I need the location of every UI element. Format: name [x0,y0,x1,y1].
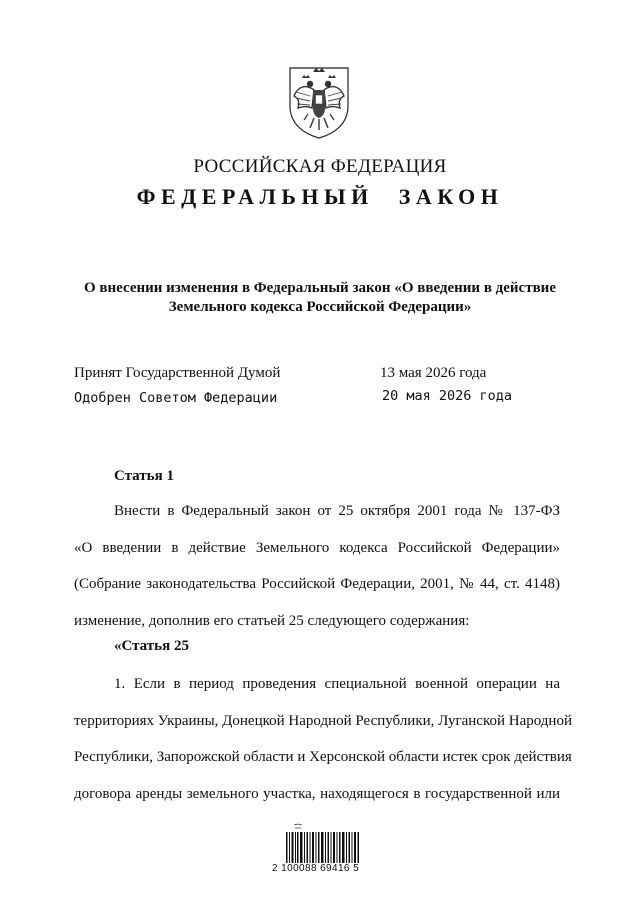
article-1-body [74,493,560,639]
text-line: Республики, Запорожской области и Херсонской области истек срок действия [74,749,572,765]
text-line: изменение, дополнив его статьей 25 следующего содержания: [74,612,470,629]
article-1-heading: Статья 1 [114,468,174,484]
state-name: РОССИЙСКАЯ ФЕДЕРАЦИЯ [193,156,447,177]
law-title [60,279,580,317]
text-line: территориях Украины, Донецкой Народной Республики, Луганской Народной [74,712,572,729]
text-line: договора аренды земельного участка, находящегося в государственной или [74,785,560,802]
article-25-heading: «Статья 25 [114,638,189,654]
council-label: Одобрен Советом Федерации [74,390,278,406]
barcode-icon [286,823,360,863]
law-type: ФЕДЕРАЛЬНЫЙ ЗАКОН [136,184,504,209]
text-line: (Собрание законодательства Российской Федерации, 2001, № 44, ст. 4148) [74,576,560,592]
barcode-number: 2 100088 69416 5 [272,863,360,874]
text-line: Внести в Федеральный закон от 25 октября 2001 года № 137-ФЗ [114,503,560,519]
law-title-line: О внесении изменения в Федеральный закон «О введении в действие [83,280,556,296]
text-line: 1. Если в период проведения специальной военной операции на [114,676,560,692]
law-title-line: Земельного кодекса Российской Федерации» [168,299,472,315]
text-line: «О введении в действие Земельного кодекса Российской Федерации» [74,539,560,556]
article-25-body [74,666,572,812]
duma-date: 13 мая 2026 года [380,365,487,381]
coat-of-arms-icon [284,62,354,140]
duma-label: Принят Государственной Думой [74,365,281,381]
council-date: 20 мая 2026 года [382,388,513,404]
